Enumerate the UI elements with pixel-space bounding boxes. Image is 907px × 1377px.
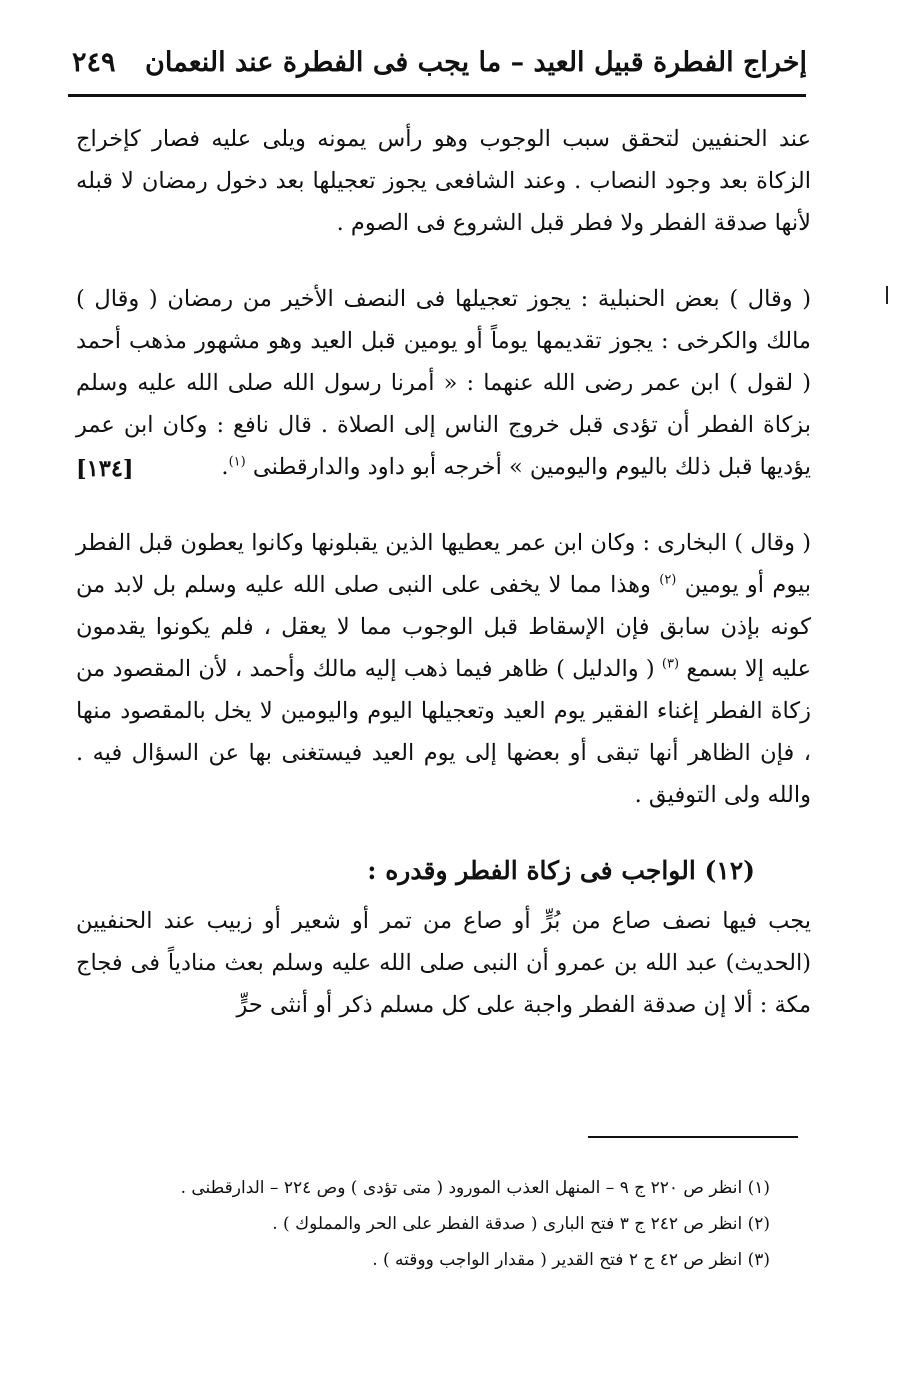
paragraph-3-text-b: وهذا مما لا يخفى على النبى صلى الله عليه وسلم بل لابد من كونه بإذن سابق فإن الإسقاط قبل الوجوب مما لا يعقل ، فلم يكونوا يقدمون عليه إلا بسمع	[76, 572, 812, 682]
paragraph-1	[76, 118, 811, 244]
footnote-rule	[588, 1136, 798, 1138]
running-head	[72, 34, 807, 90]
margin-mark	[886, 286, 888, 304]
page-number: ٢٤٩	[72, 46, 116, 78]
paragraph-3-text-c: ( والدليل ) ظاهر فيما ذهب إليه مالك وأحمد ، لأن المقصود من زكاة الفطر إغناء الفقير يوم العيد وتعجيلها اليوم واليومين لا يخل بالمقصود منها ، فإن الظاهر أنها تبقى أو بعضها إلى يوم العيد فيستغنى بها عن السؤال فيه . والله ولى التوفيق .	[76, 656, 811, 808]
page-body	[76, 118, 811, 1050]
paragraph-3	[76, 522, 811, 816]
section-heading: (١٢) الواجب فى زكاة الفطر وقدره :	[367, 856, 755, 885]
header-rule	[68, 94, 806, 97]
footnote-2: (٢) انظر ص ٢٤٢ ج ٣ فتح البارى ( صدقة الفطر على الحر والمملوك ) .	[272, 1214, 770, 1234]
reference-code: [١٣٤]	[76, 456, 134, 482]
paragraph-1-text: عند الحنفيين لتحقق سبب الوجوب وهو رأس يمونه ويلى عليه فصار كإخراج الزكاة بعد وجود النصاب . وعند الشافعى يجوز تعجيلها بعد دخول رمضان لا قبله لأنها صدقة الفطر ولا فطر قبل الشروع فى الصوم .	[76, 126, 811, 236]
paragraph-3-text-a: ( وقال ) البخارى : وكان ابن عمر يعطيها الذين يقبلونها وكانوا يعطون قبل الفطر بيوم أو يومين	[76, 530, 812, 598]
footnote-mark-1[interactable]: (١)	[228, 454, 246, 470]
footnote-3: (٣) انظر ص ٤٢ ج ٢ فتح القدير ( مقدار الواجب ووقته ) .	[372, 1250, 770, 1270]
footnotes	[90, 1170, 770, 1278]
running-title: إخراج الفطرة قبيل العيد – ما يجب فى الفطرة عند النعمان	[145, 46, 807, 78]
paragraph-4	[76, 900, 811, 1026]
paragraph-2-text: ( وقال ) بعض الحنبلية : يجوز تعجيلها فى النصف الأخير من رمضان ( وقال ) مالك والكرخى : يجوز تقديمها يوماً أو يومين قبل العيد وهو مشهور مذهب أحمد ( لقول ) ابن عمر رضى الله عنهما : « أمرنا رسول الله صلى الله عليه وسلم بزكاة الفطر أن تؤدى قبل خروج الناس إلى الصلاة . قال نافع : وكان ابن عمر يؤديها قبل ذلك باليوم واليومين » أخرجه أبو داود والدارقطنى	[76, 286, 811, 480]
footnote-1: (١) انظر ص ٢٢٠ ج ٩ – المنهل العذب المورود ( متى تؤدى ) وص ٢٢٤ – الدارقطنى .	[180, 1178, 770, 1198]
footnote-mark-3[interactable]: (٣)	[661, 656, 680, 672]
paragraph-4-text: يجب فيها نصف صاع من بُرٍّ أو صاع من تمر أو شعير أو زبيب عند الحنفيين (الحديث) عبد الله بن عمرو أن النبى صلى الله عليه وسلم بعث منادياً فى فجاج مكة : ألا إن صدقة الفطر واجبة على كل مسلم ذكر أو أنثى حرٍّ	[76, 908, 811, 1018]
footnote-mark-2[interactable]: (٢)	[659, 572, 677, 588]
paragraph-2: ( وقال ) بعض الحنبلية : يجوز تعجيلها فى النصف الأخير من رمضان ( وقال ) مالك والكرخى : يجوز تقديمها يوماً أو يومين قبل العيد وهو مشهور مذهب أحمد ( لقول ) ابن عمر رضى الله عنهما : « أمرنا رسول الله صلى الله عليه وسلم بزكاة الفطر أن تؤدى قبل خروج الناس إلى الصلاة . قال نافع : وكان ابن عمر يؤديها قبل ذلك باليوم واليومين » أخرجه أبو داود والدارقطنى $^{(١)}$. [١٣٤]	[76, 278, 811, 488]
